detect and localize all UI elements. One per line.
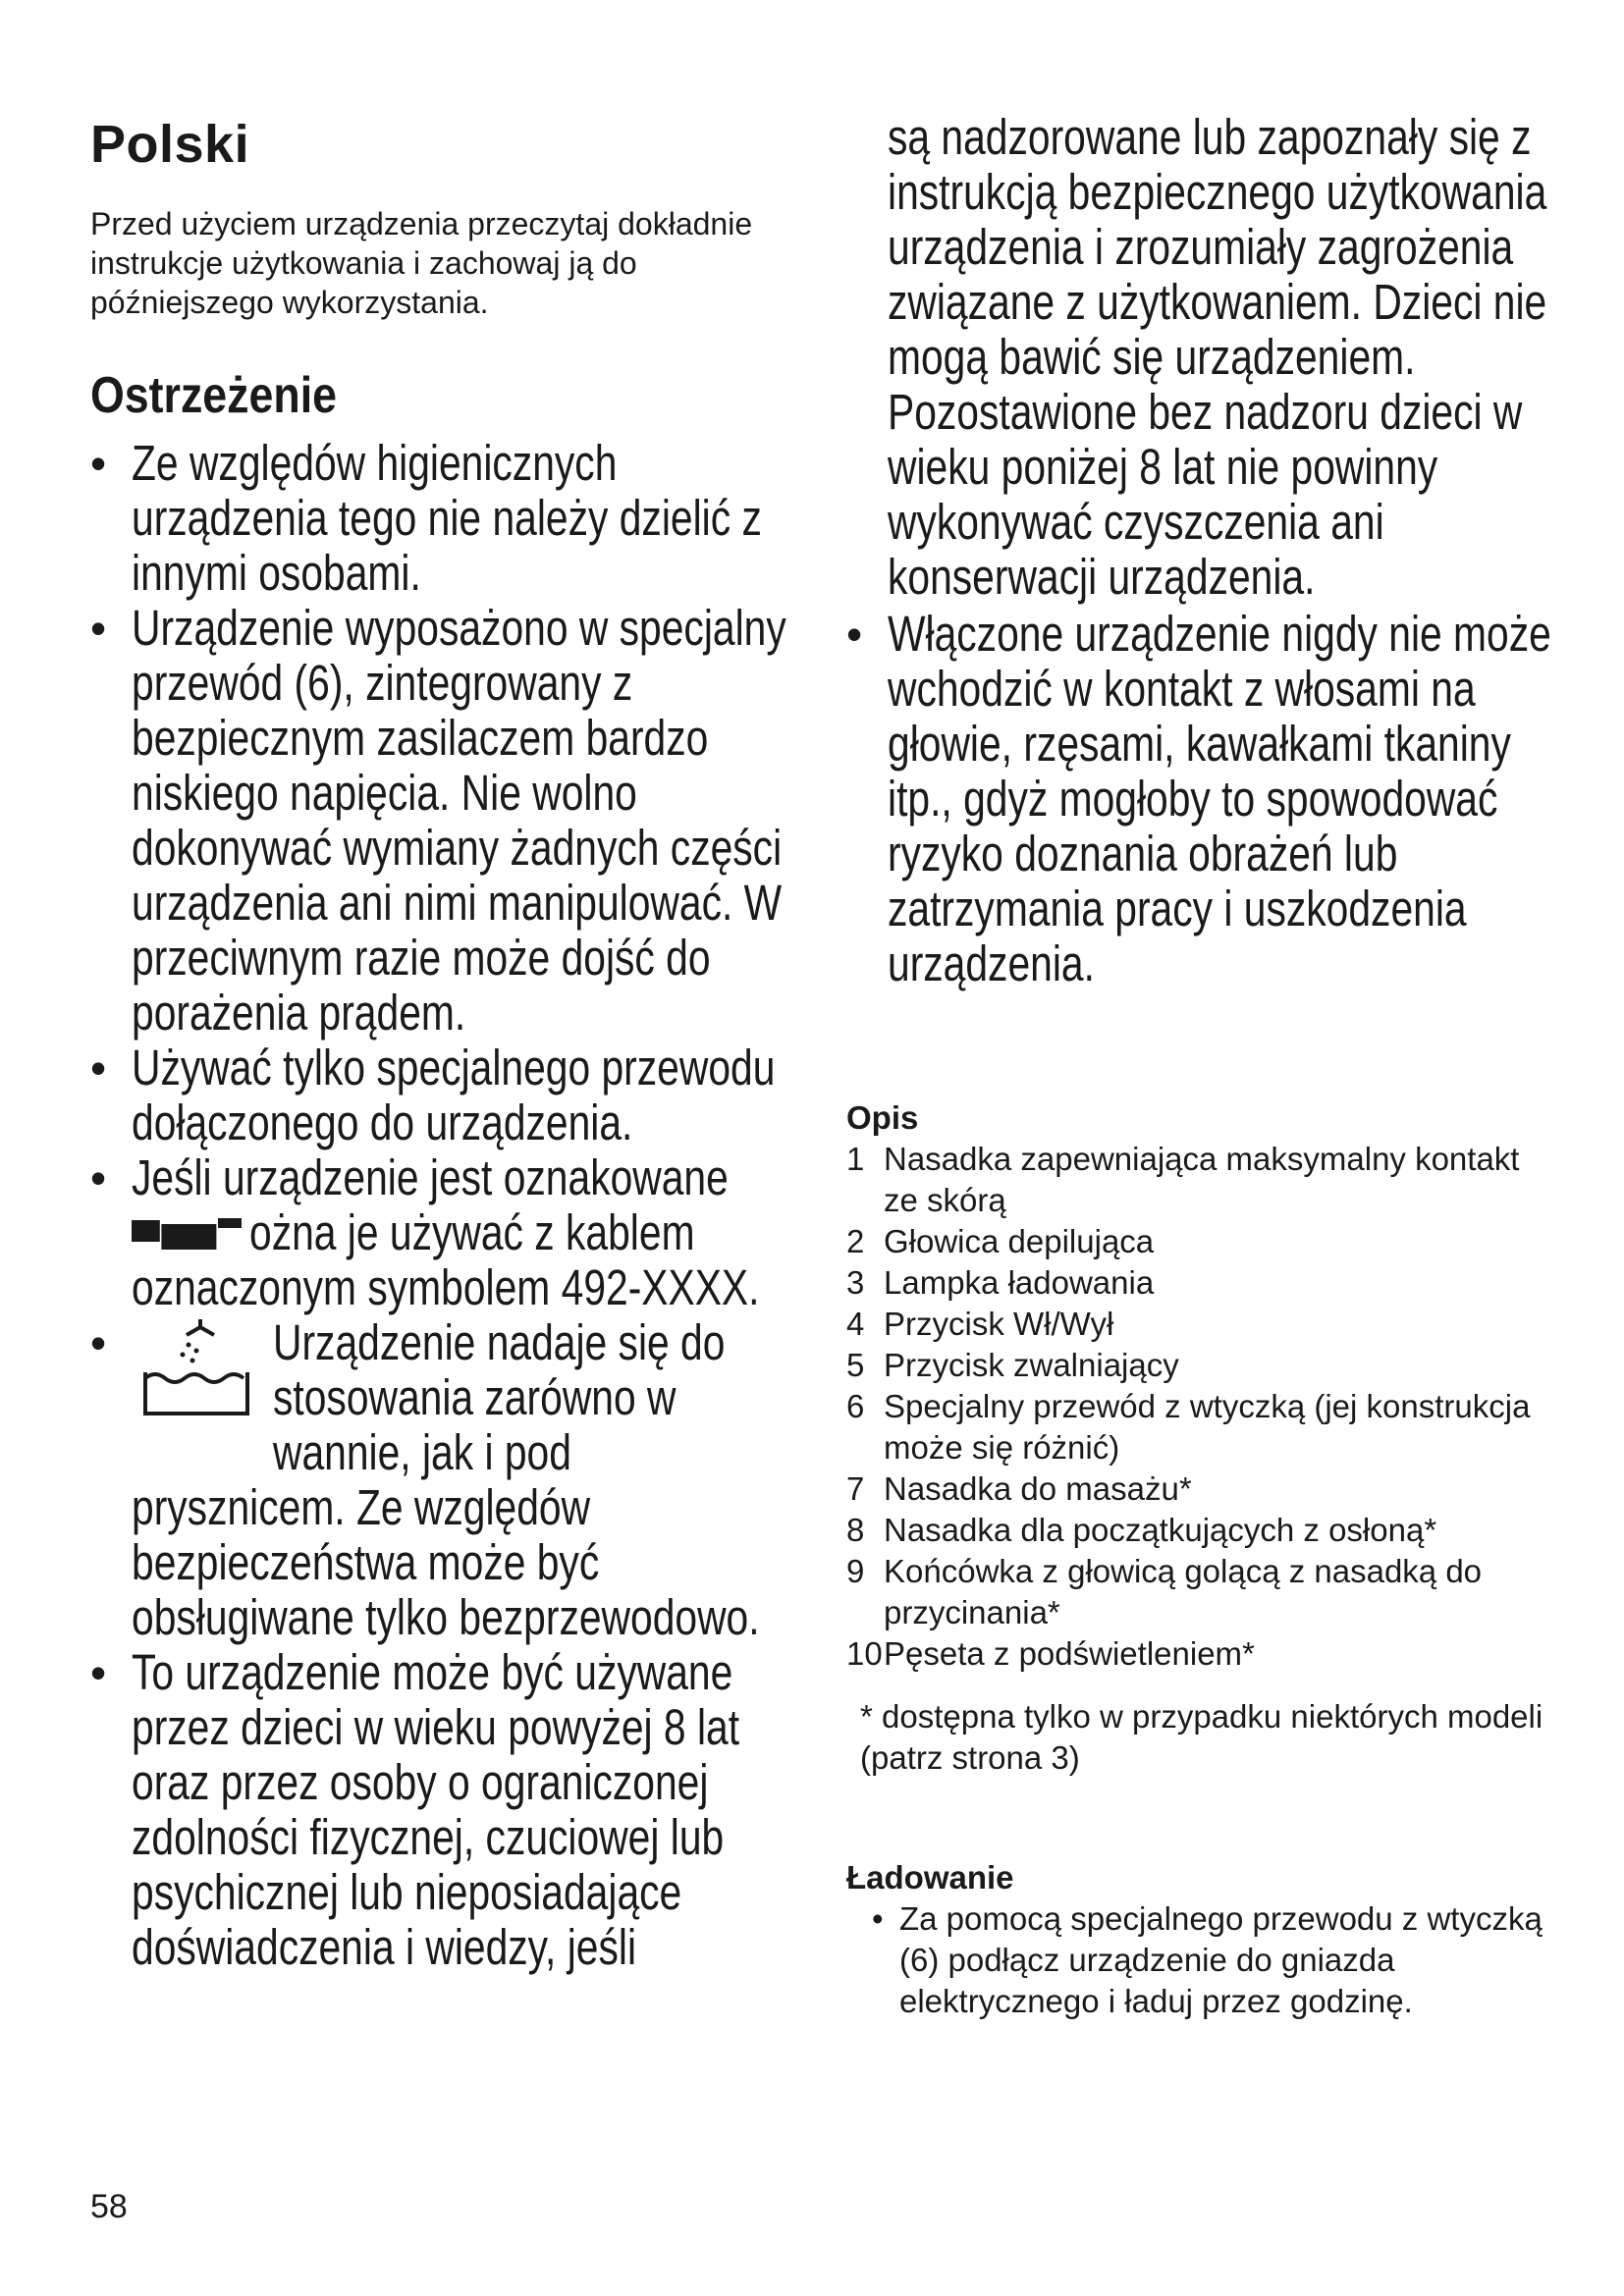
warning-list-2 [90, 1645, 807, 1975]
intro-paragraph: Przed użyciem urządzenia przeczytaj dokładnie instrukcje użytkowania i zachowaj ją do późniejszego wykorzystania. [90, 206, 753, 320]
warning-text: Jeśli urządzenie jest oznakowane [132, 1149, 729, 1205]
redacted-mark-icon [132, 1214, 249, 1254]
list-item [90, 1041, 807, 1150]
warning-text: używać z kablem oznaczonym symbolem 492-XXXX. [132, 1204, 760, 1315]
charging-heading: Ładowanie [846, 1859, 1014, 1896]
list-item: 5 Przycisk zwalniający [846, 1347, 1179, 1383]
warning-text-marked [132, 1150, 807, 1315]
bullet-dot: • [90, 1317, 107, 1368]
warning-text: Urządzenie nadaje się do stosowania zarówno w wannie, jak i pod [273, 1314, 726, 1480]
bullet-dot: • [90, 1152, 107, 1203]
list-item: 9 Końcówka z głowicą golącą z nasadką do przycinania* [846, 1553, 1483, 1630]
warning-text: Ze względów higienicznych urządzenia tego nie należy dzielić z innymi osobami. [132, 435, 762, 601]
footnote: * dostępna tylko w przypadku niektórych modeli (patrz strona 3) [860, 1698, 1543, 1776]
list-item: 4 Przycisk Wł/Wył [846, 1306, 1114, 1342]
warning-text: Urządzenie wyposażono w specjalny przewód (6), zintegrowany z bezpiecznym zasilaczem bardzo niskiego napięcia. Nie wolno dokonywać wymiany żadnych części urządzenia ani nimi manipulować. W przeciwnym razie może dojść do porażenia prądem. [132, 600, 786, 1041]
page-title: Polski [90, 115, 250, 174]
bath-shower-icon [132, 1317, 259, 1425]
bullet-dot: • [90, 438, 107, 489]
charging-list [846, 1898, 1553, 2022]
warning-heading: Ostrzeżenie [90, 367, 338, 424]
list-item [90, 1150, 807, 1315]
list-item [846, 607, 1553, 991]
charging-text: Za pomocą specjalnego przewodu z wtyczką (6) podłącz urządzenie do gniazda elektrycznego i ładuj przez godzinę. [899, 1900, 1543, 2019]
list-item: 10 Pęseta z podświetleniem* [846, 1635, 1255, 1672]
warning-text: To urządzenie może być używane przez dzieci w wieku powyżej 8 lat oraz przez osoby o ograniczonej zdolności fizycznej, czuciowej lub psychicznej lub nieposiadające doświadczenia i wiedzy, jeśli [132, 1644, 740, 1975]
warning-text: Używać tylko specjalnego przewodu dołączonego do urządzenia. [132, 1040, 776, 1150]
page-number: 58 [90, 2188, 128, 2225]
warning-list-3 [846, 607, 1553, 991]
opis-heading: Opis [846, 1099, 919, 1136]
list-item: 3 Lampka ładowania [846, 1264, 1155, 1301]
list-item: 2 Głowica depilująca [846, 1223, 1155, 1259]
list-item: 6 Specjalny przewód z wtyczką (jej konstrukcja może się różnić) [846, 1388, 1531, 1466]
list-item [90, 601, 807, 1041]
bullet-dot: • [846, 609, 863, 660]
opis-list [846, 1139, 1553, 1675]
warning-continuation: prysznicem. Ze względów bezpieczeństwa może być obsługiwane tylko bezprzewodowo. [132, 1479, 760, 1645]
list-item [872, 1898, 1553, 2022]
right-column [846, 110, 1553, 2022]
bullet-dot: • [90, 1647, 107, 1698]
list-item: 1 Nasadka zapewniająca maksymalny kontakt ze skórą [846, 1141, 1520, 1218]
bullet-dot: • [90, 603, 107, 654]
warning-list [90, 436, 807, 1480]
warning-continuation: są nadzorowane lub zapoznały się z instrukcją bezpiecznego użytkowania urządzenia i zrozumiały zagrożenia związane z użytkowaniem. Dzieci nie mogą bawić się urządzeniem. Pozostawione bez nadzoru dzieci w wieku poniżej 8 lat nie powinny wykonywać czyszczenia ani konserwacji urządzenia. [888, 109, 1547, 605]
warning-text: ożna je [249, 1204, 379, 1260]
list-item [90, 1315, 807, 1480]
left-column [90, 110, 807, 1975]
bullet-dot: • [90, 1042, 107, 1094]
list-item: 7 Nasadka do masażu* [846, 1470, 1192, 1507]
list-item [90, 436, 807, 601]
list-item: 8 Nasadka dla początkujących z osłoną* [846, 1512, 1437, 1548]
warning-text: Włączone urządzenie nigdy nie może wchodzić w kontakt z włosami na głowie, rzęsami, kawałkami tkaniny itp., gdyż mogłoby to spowodować ryzyko doznania obrażeń lub zatrzymania pracy i uszkodzenia urządzenia. [888, 606, 1551, 991]
bullet-dot: • [872, 1900, 884, 1937]
list-item [90, 1645, 807, 1975]
